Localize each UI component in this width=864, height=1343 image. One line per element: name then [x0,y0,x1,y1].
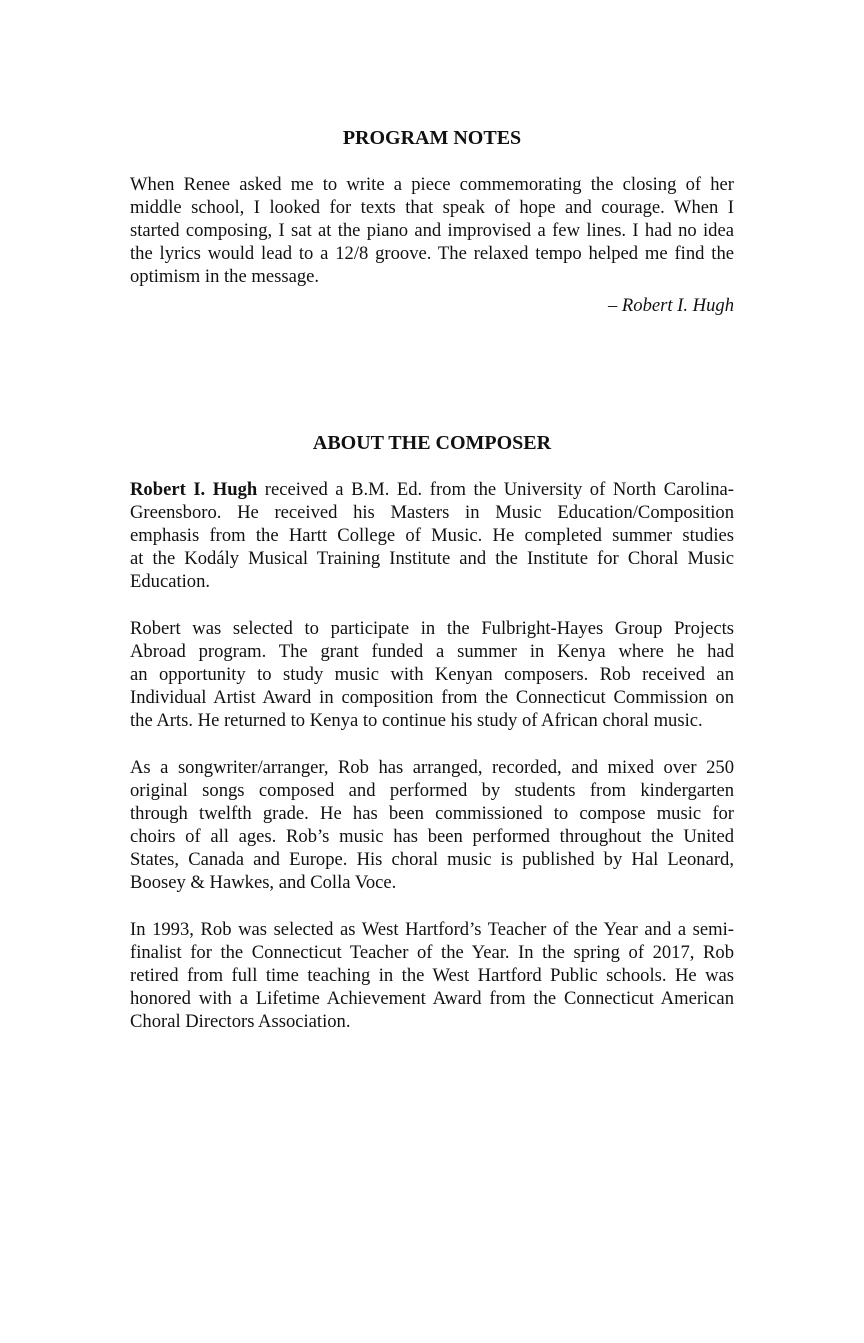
text-line: In 1993, Rob was selected as West Hartford’s Teacher of the Year and a semi- [130,919,734,940]
text-span: received a B.M. Ed. from the University of North Carolina- [257,479,734,500]
bio-paragraph-4 [130,918,734,1033]
text-line: When Renee asked me to write a piece commemorating the closing of her [130,174,734,195]
text-line: Abroad program. The grant funded a summer in Kenya where he had [130,641,734,662]
bio-paragraph-2 [130,617,734,732]
about-composer-heading: ABOUT THE COMPOSER [312,432,552,454]
program-notes-signature: – Robert I. Hugh [607,295,734,316]
bio-paragraph-1 [130,478,734,593]
composer-name: Robert I. Hugh [130,479,258,500]
text-line: middle school, I looked for texts that speak of hope and courage. When I [130,197,734,218]
text-line: As a songwriter/arranger, Rob has arranged, recorded, and mixed over 250 [130,757,734,778]
text-line: Boosey & Hawkes, and Colla Voce. [130,872,397,893]
text-line: Individual Artist Award in composition from the Connecticut Commission on [130,687,734,708]
text-line: original songs composed and performed by students from kindergarten [130,780,734,801]
text-line: finalist for the Connecticut Teacher of the Year. In the spring of 2017, Rob [130,942,734,963]
text-line [130,478,734,501]
text-line: emphasis from the Hartt College of Music. He completed summer studies [130,525,734,546]
text-line: the Arts. He returned to Kenya to continue his study of African choral music. [130,710,703,731]
bio-paragraph-3 [130,756,734,894]
text-line: optimism in the message. [130,266,320,287]
program-notes-heading: PROGRAM NOTES [342,127,522,149]
text-line: through twelfth grade. He has been commissioned to compose music for [130,803,734,824]
text-line: retired from full time teaching in the West Hartford Public schools. He was [130,965,734,986]
text-line: an opportunity to study music with Kenyan composers. Rob received an [130,664,734,685]
text-line: Choral Directors Association. [130,1011,351,1032]
program-notes-paragraph [130,173,734,288]
text-line: honored with a Lifetime Achievement Award from the Connecticut American [130,988,734,1009]
text-line: choirs of all ages. Rob’s music has been performed throughout the United [130,826,734,847]
text-line: States, Canada and Europe. His choral music is published by Hal Leonard, [130,849,734,870]
text-line: at the Kodály Musical Training Institute and the Institute for Choral Music [130,548,734,569]
text-line: Greensboro. He received his Masters in Music Education/Composition [130,502,734,523]
text-line: started composing, I sat at the piano and improvised a few lines. I had no idea [130,220,734,241]
text-line: Robert was selected to participate in the Fulbright-Hayes Group Projects [130,618,734,639]
text-line: the lyrics would lead to a 12/8 groove. The relaxed tempo helped me find the [130,243,734,264]
text-line: Education. [130,571,211,592]
